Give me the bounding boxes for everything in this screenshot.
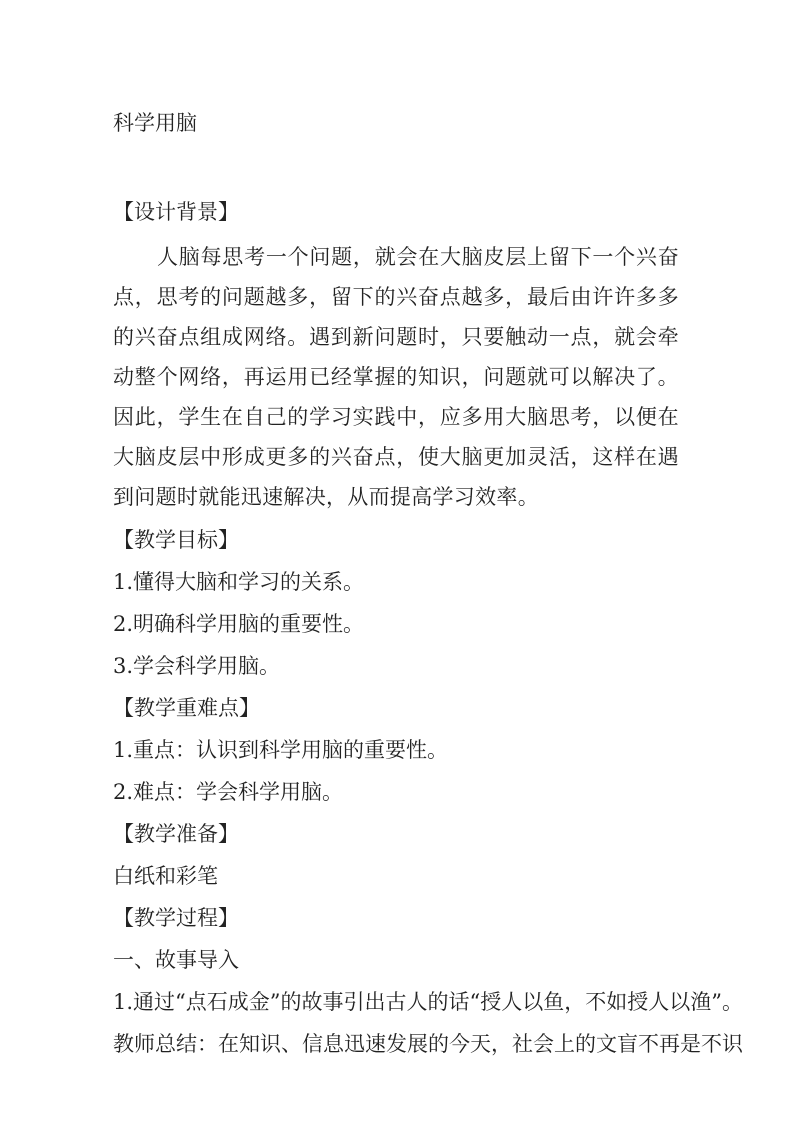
teaching-goal-item-3: 3.学会科学用脑。 [113, 654, 281, 678]
heading-design-background: 【设计背景】 [113, 200, 239, 224]
preparation-text: 白纸和彩笔 [113, 864, 218, 888]
heading-teaching-process: 【教学过程】 [113, 906, 239, 930]
process-step-1-title: 一、故事导入 [113, 948, 239, 972]
key-point-item-2: 2.难点：学会科学用脑。 [113, 780, 344, 804]
process-step-1-line-2: 教师总结：在知识、信息迅速发展的今天，社会上的文盲不再是不识 [113, 1032, 743, 1056]
teaching-goal-item-2: 2.明确科学用脑的重要性。 [113, 612, 365, 636]
teaching-goal-item-1: 1.懂得大脑和学习的关系。 [113, 570, 365, 594]
heading-teaching-goals: 【教学目标】 [113, 528, 239, 552]
document-body-lines [113, 519, 743, 1065]
key-point-item-1: 1.重点：认识到科学用脑的重要性。 [113, 738, 449, 762]
heading-preparation: 【教学准备】 [113, 822, 239, 846]
design-background-paragraph: 人脑每思考一个问题，就会在大脑皮层上留下一个兴奋点，思考的问题越多，留下的兴奋点越多，最后由许许多多的兴奋点组成网络。遇到新问题时，只要触动一点，就会牵动整个网络，再运用已经掌握的知识，问题就可以解决了。因此，学生在自己的学习实践中，应多用大脑思考，以便在大脑皮层中形成更多的兴奋点，使大脑更加灵活，这样在遇到问题时就能迅速解决，从而提高学习效率。 [113, 245, 679, 509]
process-step-1-line-1: 1.通过“点石成金”的故事引出古人的话“授人以鱼，不如授人以渔”。 [113, 990, 743, 1014]
heading-key-difficult-points: 【教学重难点】 [113, 696, 260, 720]
document-title: 科学用脑 [113, 111, 197, 135]
